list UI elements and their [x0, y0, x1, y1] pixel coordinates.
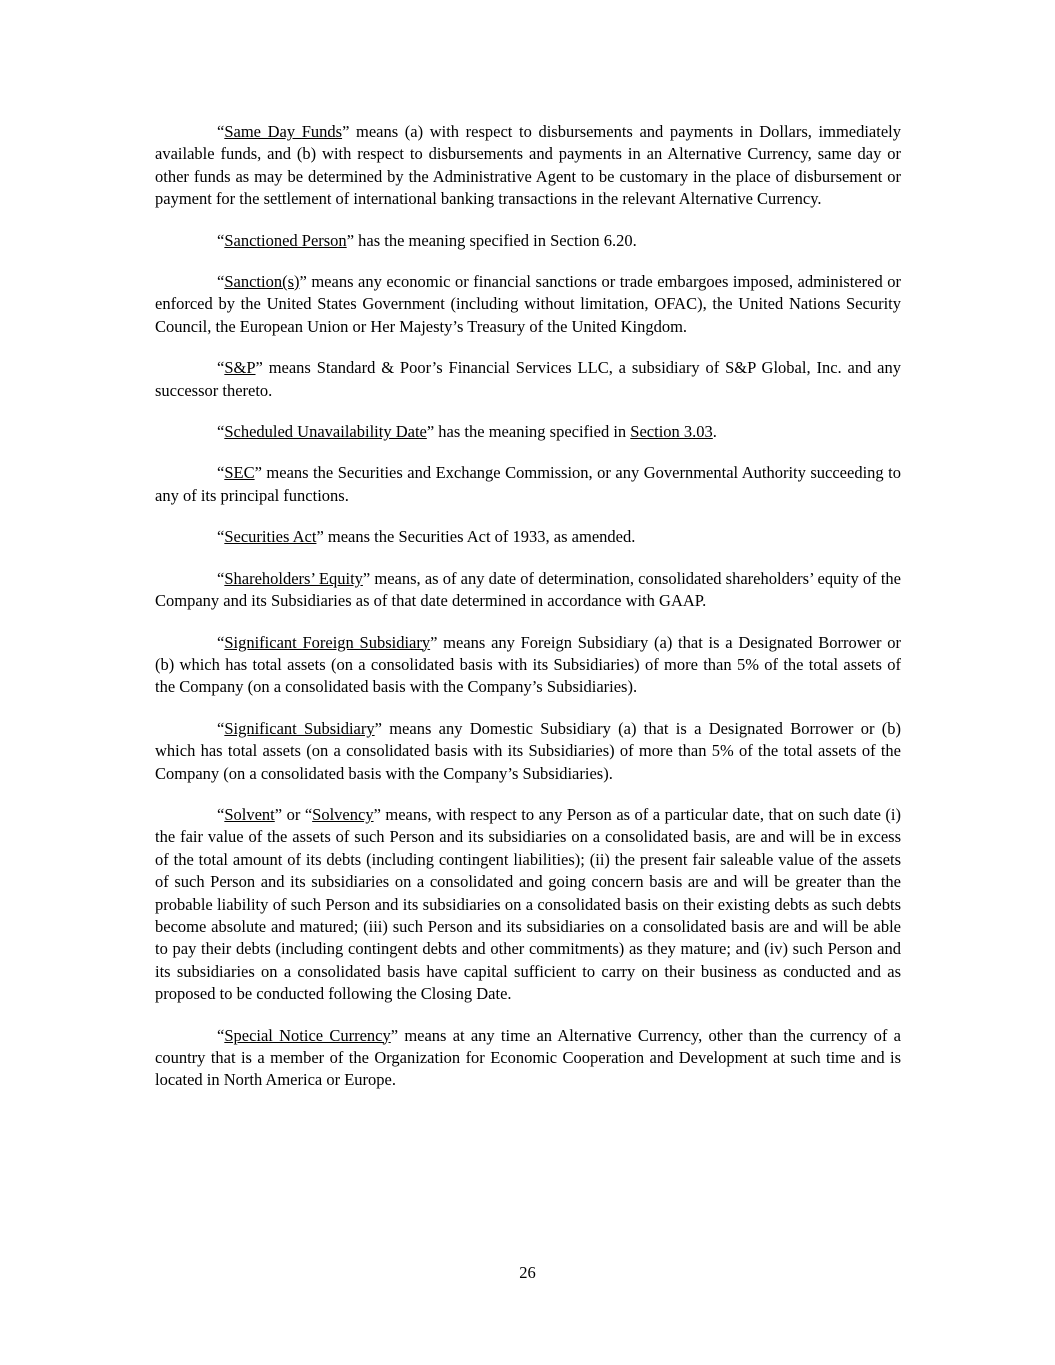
paragraph-text: ” means (a) with respect to disbursements and payments in Dollars, immediately available funds, and (b) with respect to disbursements and payments in an Alternative Currency, same day or other funds as may be determined by the Administrative Agent to be customary in the place of disbursement or payment for the settlement of international banking transactions in the relevant Alternative Currency.	[155, 122, 901, 209]
definitions-body	[155, 121, 901, 1111]
paragraph-text: “	[217, 230, 225, 250]
paragraph-text: ” means any economic or financial sanctions or trade embargoes imposed, administered or enforced by the United States Government (including without limitation, OFAC), the United Nations Security Council, the European Union or Her Majesty’s Treasury of the United Kingdom.	[155, 272, 901, 336]
paragraph-text: ” means, with respect to any Person as of a particular date, that on such date (i) the fair value of the assets of such Person and its subsidiaries on a consolidated basis, are and will be in excess of the total amount of its debts (including contingent liabilities); (ii) the present fair saleable value of the assets of such Person and its subsidiaries on a consolidated and going concern basis are and will be greater than the probable liability of such Person and its subsidiaries on a consolidated basis on their existing debts as such debts become absolute and matured; (iii) such Person and its subsidiaries on a consolidated basis are and will be able to pay their debts (including contingent debts and other commitments) as they mature; and (iv) such Person and its subsidiaries on a consolidated basis have capital sufficient to carry on their business as conducted and as proposed to be conducted following the Closing Date.	[155, 804, 901, 1004]
definition-paragraph	[155, 804, 901, 1006]
paragraph-text: “	[217, 804, 225, 824]
paragraph-text: ” means the Securities and Exchange Commission, or any Governmental Authority succeeding to any of its principal functions.	[155, 463, 901, 505]
definition-paragraph	[155, 632, 901, 699]
defined-term: Same Day Funds	[224, 122, 343, 141]
paragraph-text: ” means, as of any date of determination, consolidated shareholders’ equity of the Company and its Subsidiaries as of that date determined in accordance with GAAP.	[155, 568, 901, 611]
paragraph-text: ” means any Domestic Subsidiary (a) that is a Designated Borrower or (b) which has total assets (on a consolidated basis with its Subsidiaries) of more than 5% of the total assets of the Company (on a consolidated basis with the Company’s Subsidiaries).	[155, 718, 901, 783]
paragraph-text: “	[217, 422, 225, 442]
paragraph-text: .	[712, 422, 717, 442]
defined-term: Significant Subsidiary	[224, 718, 375, 738]
paragraph-text: ” means at any time an Alternative Currency, other than the currency of a country that is a member of the Organization for Economic Cooperation and Development at such time and is located in North America or Europe.	[155, 1025, 901, 1090]
paragraph-text: “	[217, 463, 225, 483]
paragraph-text: “	[217, 632, 225, 652]
defined-term: SEC	[224, 463, 255, 483]
defined-term: Section 3.03	[630, 422, 713, 442]
paragraph-text: “	[217, 272, 225, 292]
definition-paragraph	[155, 357, 901, 402]
paragraph-text: ” or “	[274, 804, 313, 824]
defined-term: Securities Act	[224, 527, 317, 547]
definition-paragraph	[155, 462, 901, 507]
defined-term: Sanctioned Person	[224, 230, 347, 250]
page-number: 26	[519, 1263, 536, 1282]
definition-paragraph	[155, 718, 901, 785]
defined-term: Sanction(s)	[224, 272, 300, 292]
paragraph-text: ” means any Foreign Subsidiary (a) that is a Designated Borrower or (b) which has total assets (on a consolidated basis with its Subsidiaries) of more than 5% of the total assets of the Company (on a consolidated basis with the Company’s Subsidiaries).	[155, 632, 901, 697]
defined-term: Shareholders’ Equity	[224, 568, 363, 588]
paragraph-text: “	[217, 122, 225, 141]
definition-paragraph	[155, 526, 901, 548]
definition-paragraph	[155, 271, 901, 338]
defined-term: Significant Foreign Subsidiary	[224, 632, 431, 652]
definition-paragraph	[155, 121, 901, 211]
paragraph-text: “	[217, 1025, 225, 1045]
paragraph-text: ” means Standard & Poor’s Financial Services LLC, a subsidiary of S&P Global, Inc. and any successor thereto.	[155, 358, 901, 400]
paragraph-text: “	[217, 358, 225, 378]
definition-paragraph	[155, 568, 901, 613]
defined-term: S&P	[224, 358, 256, 378]
paragraph-text: “	[217, 568, 225, 588]
paragraph-text: ” means the Securities Act of 1933, as amended.	[316, 527, 636, 547]
defined-term: Solvency	[312, 804, 374, 824]
paragraph-text: “	[217, 527, 225, 547]
paragraph-text: “	[217, 718, 225, 738]
defined-term: Scheduled Unavailability Date	[224, 422, 427, 442]
definition-paragraph	[155, 421, 901, 443]
paragraph-text: ” has the meaning specified in	[426, 422, 631, 442]
defined-term: Special Notice Currency	[224, 1025, 391, 1045]
paragraph-text: ” has the meaning specified in Section 6.20.	[346, 230, 637, 250]
definition-paragraph	[155, 1025, 901, 1092]
defined-term: Solvent	[224, 804, 275, 824]
definition-paragraph	[155, 230, 901, 252]
